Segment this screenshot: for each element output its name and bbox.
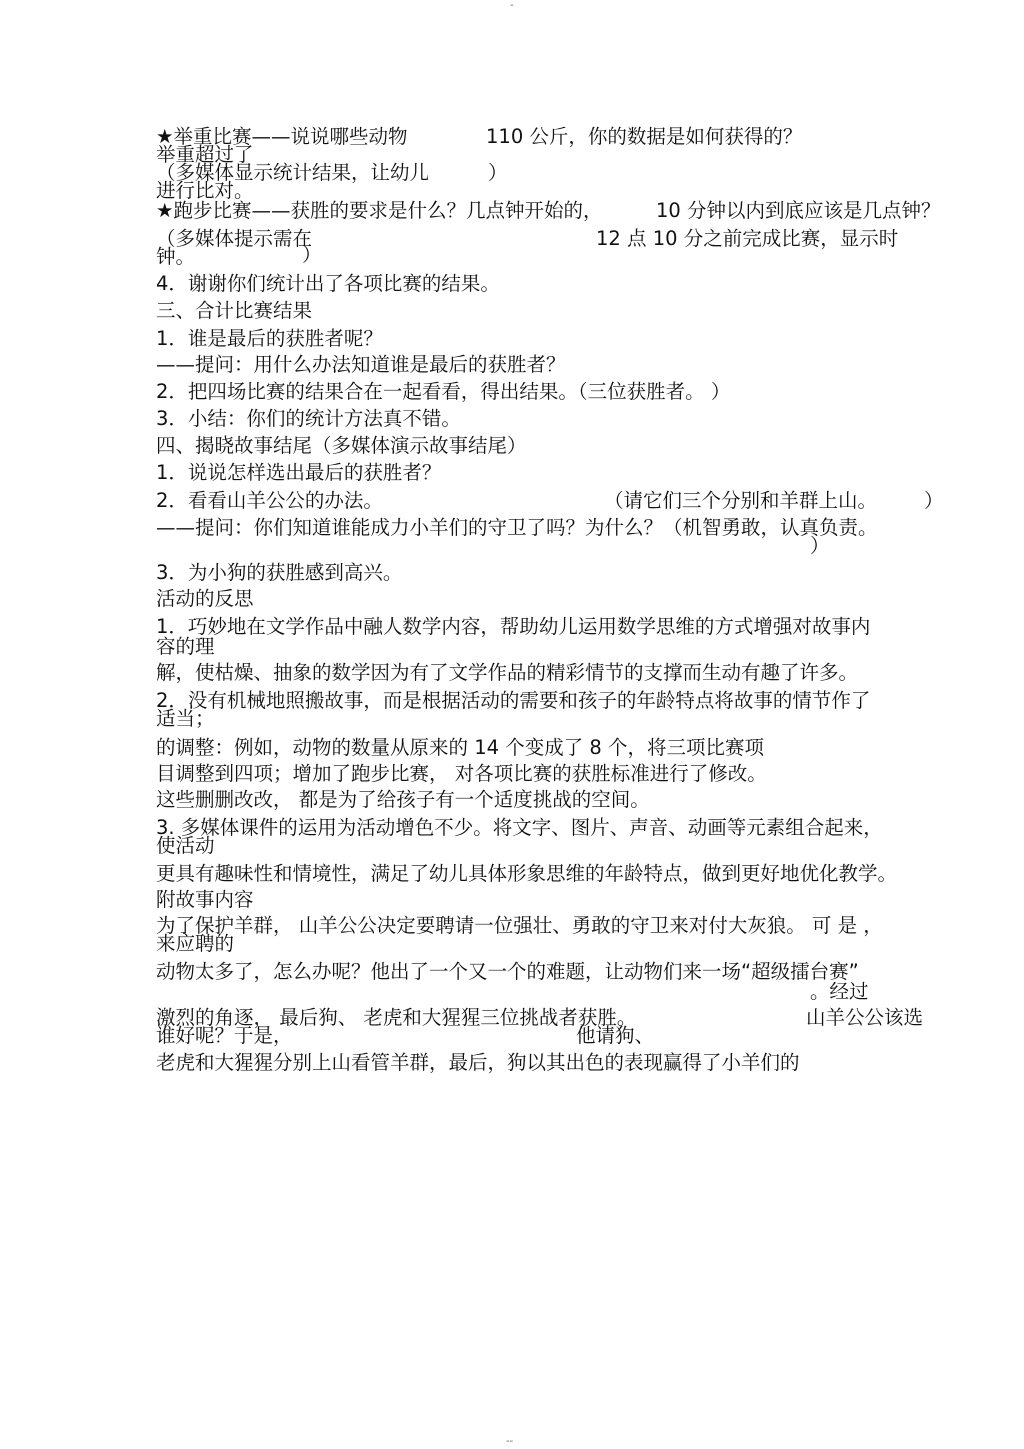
section-heading: 附故事内容 [156,888,254,911]
text-line: 使活动 [156,834,215,857]
text-line: 老虎和大猩猩分别上山看管羊群，最后，狗以其出色的表现赢得了小羊们的 [156,1051,800,1074]
text-line: ） [302,243,322,266]
text-line: 2．没有机械地照搬故事，而是根据活动的需要和孩子的年龄特点将故事的情节作了 [156,689,871,712]
text-line: ★举重比赛——说说哪些动物 [156,125,408,148]
text-line: 激烈的角逐， 最后狗、 老虎和大猩猩三位挑战者获胜。 [156,1006,637,1029]
text-line: ★跑步比赛——获胜的要求是什么？几点钟开始的， [156,199,603,222]
text-line: 2．看看山羊公公的办法。 [156,489,383,512]
text-line: 3．小结：你们的统计方法真不错。 [156,407,461,430]
text-line: ） [810,534,830,557]
text-line: 的调整：例如，动物的数量从原来的 14 个变成了 8 个，将三项比赛项 [156,736,765,759]
text-line: 4．谢谢你们统计出了各项比赛的结果。 [156,272,500,295]
text-line: 解，使枯燥、抽象的数学因为有了文学作品的精彩情节的支撑而生动有趣了许多。 [156,661,859,684]
text-line: 。经过 [810,980,869,1003]
bottom-page-mark: -- [506,1436,514,1447]
section-heading: 四、揭晓故事结尾（多媒体演示故事结尾） [156,434,527,457]
text-line: （请它们三个分别和羊群上山。 [604,489,878,512]
text-line: 他请狗、 [576,1024,655,1047]
text-line: 钟。 [156,245,196,268]
text-line: ——提问：用什么办法知道谁是最后的获胜者？ [156,353,566,376]
text-line: 进行比对。 [156,179,254,202]
text-line: 这些删删改改， 都是为了给孩子有一个适度挑战的空间。 [156,788,650,811]
text-line: 动物太多了，怎么办呢？他出了一个又一个的难题，让动物们来一场“超级擂台赛” [156,960,859,983]
text-line: 2．把四场比赛的结果合在一起看看，得出结果。（三位获胜者。 ） [156,380,731,403]
text-line: 1．谁是最后的获胜者呢？ [156,327,383,350]
text-line: 1．说说怎样选出最后的获胜者？ [156,461,442,484]
text-line: 110 公斤，你的数据是如何获得的？ [486,125,803,148]
text-line: 为了保护羊群， 山羊公公决定要聘请一位强壮、勇敢的守卫来对付大灰狼。 可 是 ， [156,914,883,937]
text-line: （多媒体提示需在 [156,227,313,250]
text-line: 3．为小狗的获胜感到高兴。 [156,561,403,584]
text-line: 山羊公公该选 [806,1006,924,1029]
text-line: 1．巧妙地在文学作品中融人数学内容，帮助幼儿运用数学思维的方式增强对故事内 [156,615,871,638]
text-line: 10 分钟以内到底应该是几点钟？ [656,199,941,222]
text-line: ） [924,489,944,512]
section-heading: 活动的反思 [156,587,254,610]
text-line: 谁好呢？于是， [156,1024,293,1047]
text-line: （多媒体显示统计结果，让幼儿 [156,161,430,184]
text-line: 容的理 [156,635,215,658]
top-page-mark: - [510,0,514,11]
text-line: 来应聘的 [156,932,235,955]
text-line: ） [488,161,508,184]
text-line: 适当； [156,707,215,730]
text-line: 举重超过了 [156,143,254,166]
text-line: 更具有趣味性和情境性，满足了幼儿具体形象思维的年龄特点，做到更好地优化教学。 [156,862,898,885]
text-line: ——提问：你们知道谁能成力小羊们的守卫了吗？为什么？（机智勇敢，认真负责。 [156,516,878,539]
text-line: 目调整到四项；增加了跑步比赛， 对各项比赛的获胜标准进行了修改。 [156,762,767,785]
text-line: 12 点 10 分之前完成比赛，显示时 [596,227,899,250]
text-line: 3. 多媒体课件的运用为活动增色不少。将文字、图片、声音、动画等元素组合起来， [156,816,883,839]
section-heading: 三、合计比赛结果 [156,299,313,322]
